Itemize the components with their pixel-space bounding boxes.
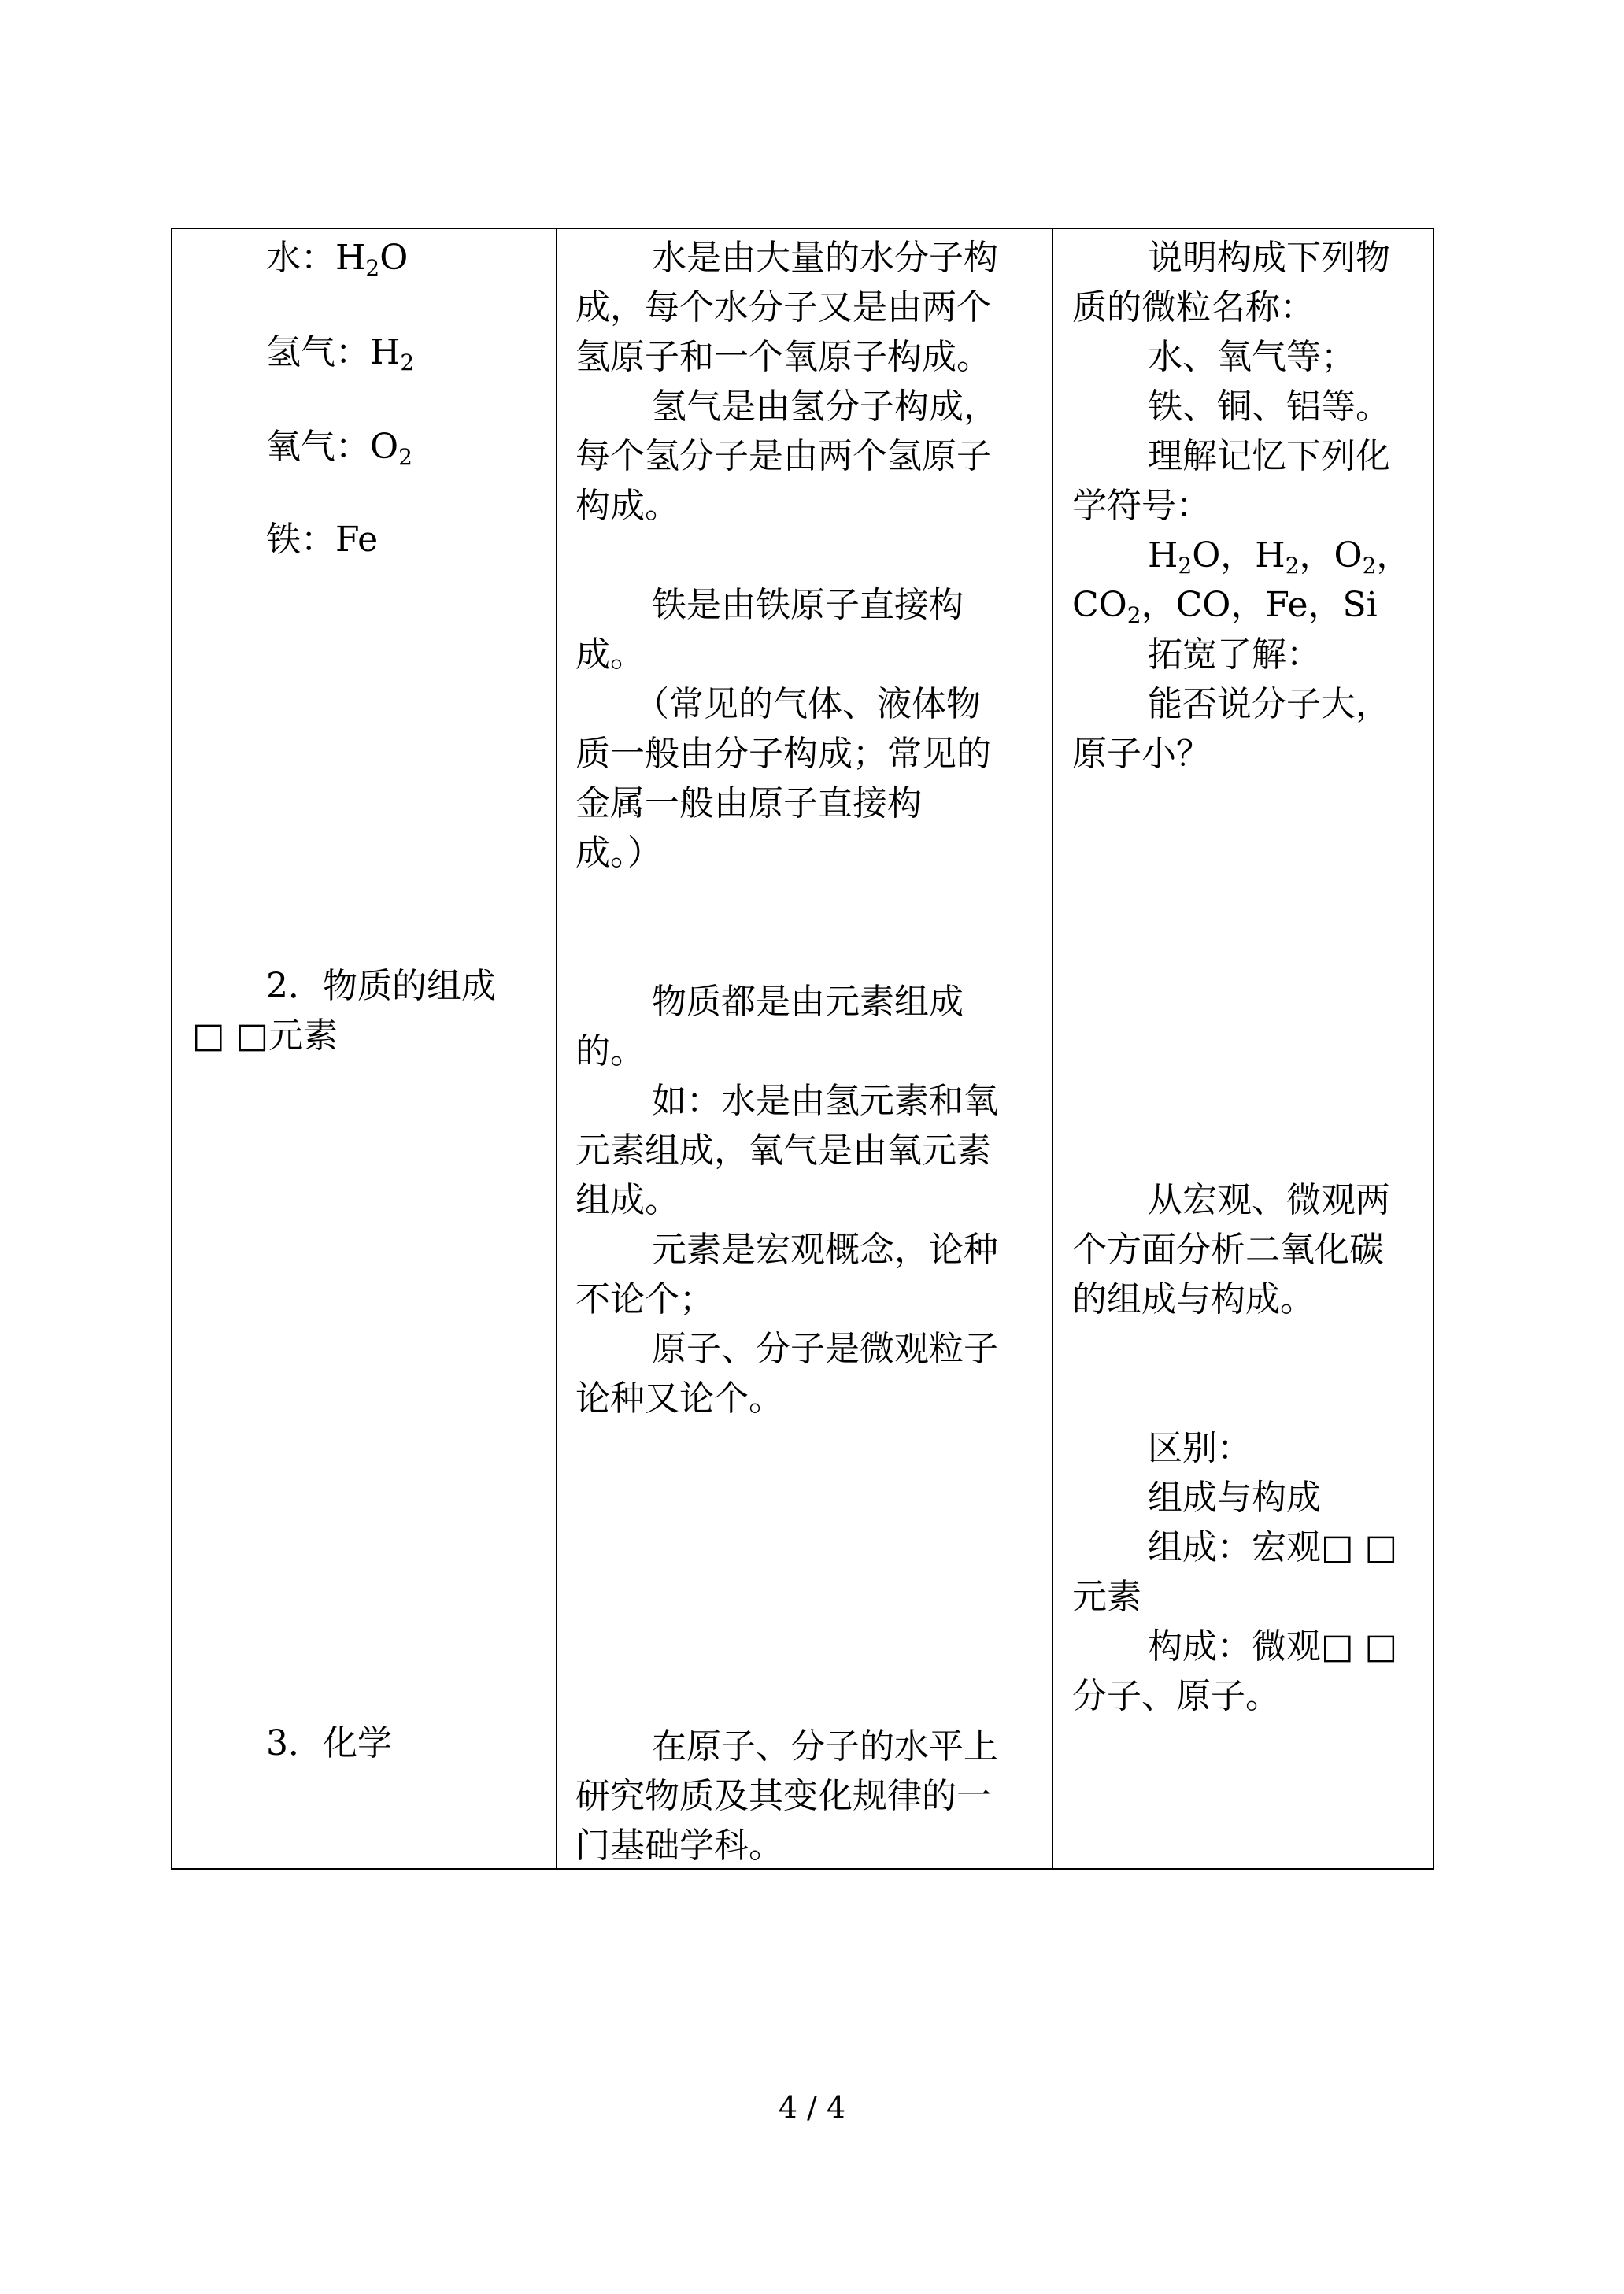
- text-line: 研究物质及其变化规律的一: [575, 1776, 991, 1816]
- text-line: 成，每个水分子又是由两个: [575, 287, 991, 327]
- text-line: 说明构成下列物: [1148, 238, 1390, 278]
- formula-water: 水：$H_2O$: [266, 238, 409, 281]
- text-line: 的。: [575, 1031, 645, 1071]
- text-line: 元素组成，氧气是由氧元素: [575, 1130, 991, 1171]
- text-line: 能否说分子大，: [1148, 684, 1390, 724]
- text-line: 区别：: [1148, 1428, 1252, 1468]
- formula-hydrogen: 氢气：$H_2$: [266, 332, 415, 376]
- section-heading-3: 3．化学: [266, 1723, 392, 1763]
- text-line: 原子、分子是微观粒子: [652, 1329, 998, 1369]
- formula-oxygen: 氧气：$O_2$: [266, 427, 412, 470]
- text-line: 组成：宏观□ □: [1148, 1527, 1398, 1567]
- column-divider: [1052, 229, 1053, 1868]
- text-line: 水是由大量的水分子构: [652, 238, 998, 278]
- text-line: 在原子、分子的水平上: [652, 1726, 998, 1767]
- text-line: 元素: [1072, 1577, 1141, 1617]
- section-heading-2-cont: □ □元素: [192, 1016, 338, 1056]
- page-number: 4 / 4: [778, 2090, 846, 2125]
- text-line: 构成。: [575, 486, 679, 526]
- column-divider: [556, 229, 557, 1868]
- formula-iron: 铁：Fe: [266, 520, 379, 560]
- text-line: 的组成与构成。: [1072, 1279, 1315, 1319]
- text-line: 铁是由铁原子直接构: [652, 585, 964, 625]
- text-line: 成。: [575, 635, 645, 675]
- text-line: 铁、铜、铝等。: [1148, 387, 1390, 427]
- text-line: 组成与构成: [1148, 1478, 1321, 1518]
- chemical-formulas: $H_2O$，$H_2$，$O_2$，: [1148, 535, 1411, 579]
- text-line: 成。）: [575, 833, 662, 873]
- text-line: 分子、原子。: [1072, 1676, 1280, 1716]
- text-line: 水、氧气等；: [1148, 337, 1356, 377]
- text-line: 拓宽了解：: [1148, 635, 1321, 675]
- text-line: 氢原子和一个氧原子构成。: [575, 337, 991, 377]
- text-line: 质一般由分子构成；常见的: [575, 734, 991, 774]
- text-line: 理解记忆下列化: [1148, 436, 1390, 476]
- text-line: 如：水是由氢元素和氧: [652, 1081, 998, 1121]
- text-line: 元素是宏观概念，论种: [652, 1230, 998, 1270]
- text-line: 门基础学科。: [575, 1826, 783, 1866]
- section-heading-2: 2．物质的组成: [266, 966, 496, 1006]
- text-line: 金属一般由原子直接构: [575, 783, 922, 823]
- text-line: 每个氢分子是由两个氢原子: [575, 436, 991, 476]
- chemical-formulas: $CO_2$，CO，Fe，Si: [1072, 585, 1378, 628]
- text-line: 原子小？: [1072, 734, 1211, 774]
- text-line: （常见的气体、液体物: [634, 684, 981, 724]
- text-line: 构成：微观□ □: [1148, 1626, 1398, 1667]
- text-line: 学符号：: [1072, 486, 1211, 526]
- text-line: 从宏观、微观两: [1148, 1180, 1390, 1220]
- text-line: 不论个；: [575, 1279, 714, 1319]
- text-line: 论种又论个。: [575, 1378, 783, 1419]
- text-line: 组成。: [575, 1180, 679, 1220]
- text-line: 个方面分析二氧化碳: [1072, 1230, 1384, 1270]
- text-line: 氢气是由氢分子构成，: [652, 387, 998, 427]
- text-line: 质的微粒名称：: [1072, 287, 1315, 327]
- text-line: 物质都是由元素组成: [652, 982, 964, 1022]
